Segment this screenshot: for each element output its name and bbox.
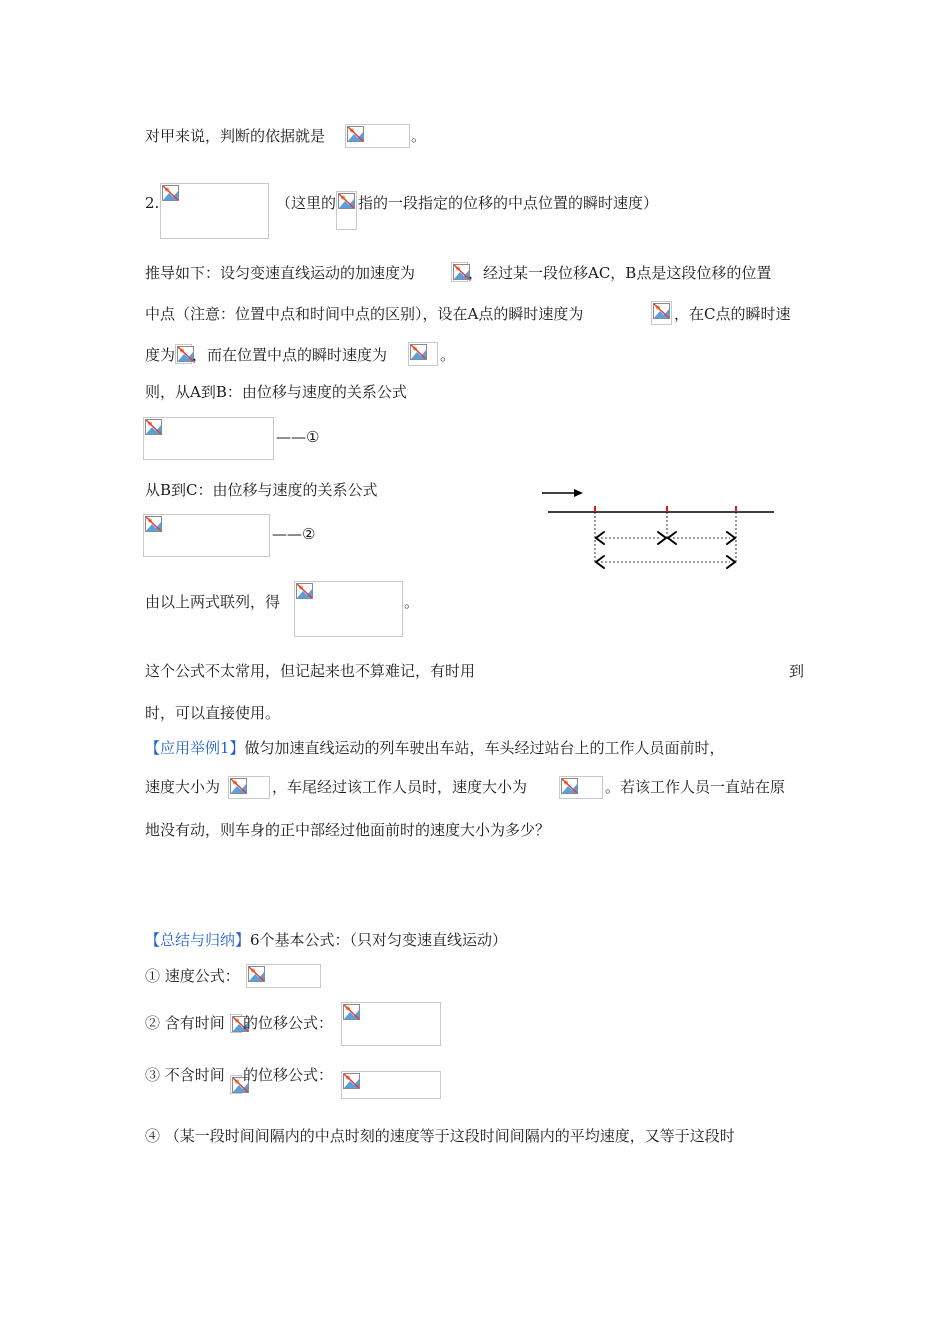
formula-image (336, 191, 357, 230)
line-text: 。 (404, 593, 420, 611)
line-text: ，而在位置中点的瞬时速度为 (192, 346, 388, 364)
example-line-2 (145, 776, 220, 798)
text-line-6 (145, 381, 407, 403)
broken-image-icon (410, 344, 427, 360)
line-text: ③ 不含时间 (145, 1066, 225, 1084)
formula-line-2 (145, 1012, 225, 1034)
equation-label-2 (272, 523, 315, 545)
line-text: ④ （某一段时间间隔内的中点时刻的速度等于这段时间间隔内的平均速度，又等于这段时 (145, 1127, 735, 1145)
text-line-9-end (789, 660, 804, 682)
text-line-10 (145, 702, 280, 724)
example-line-2-mid (272, 776, 527, 798)
broken-image-icon (248, 966, 265, 982)
broken-image-icon (145, 419, 162, 435)
position-diagram (538, 484, 778, 576)
equation-label-1 (276, 426, 319, 448)
formula-image (451, 262, 468, 282)
formula-line-1 (145, 965, 240, 987)
text-line-5-mid (192, 344, 387, 366)
example-tag: 【应用举例1】 (145, 739, 245, 757)
text-line-7 (145, 479, 378, 501)
line-text: （这里的 (276, 194, 337, 212)
formula-image (294, 581, 403, 637)
broken-image-icon (343, 1004, 360, 1020)
text-line-2-num (145, 192, 159, 214)
line-text: 这个公式不太常用，但记起来也不算难记，有时用 (145, 662, 476, 680)
list-number: 2. (145, 194, 160, 212)
formula-image (143, 417, 274, 460)
text-line-2-note (276, 192, 336, 214)
line-text: ——② (272, 525, 316, 543)
line-text: ① 速度公式： (145, 967, 240, 985)
broken-image-icon (296, 583, 313, 599)
line-text: ——① (276, 428, 320, 446)
line-text: 。 (440, 346, 456, 364)
text-line-4-end (674, 303, 790, 325)
line-text: 推导如下：设匀变速直线运动的加速度为 (145, 264, 416, 282)
line-text: 对甲来说，判断的依据就是 (145, 127, 326, 145)
formula-image (175, 344, 192, 364)
text-line-5-end (440, 344, 455, 366)
broken-image-icon (162, 185, 179, 201)
example-line-1 (145, 737, 725, 759)
line-text: 时，可以直接使用。 (145, 704, 281, 722)
line-text: 6个基本公式：（只对匀变速直线运动） (250, 931, 508, 949)
formula-image (160, 183, 269, 239)
formula-line-2-end (243, 1012, 333, 1034)
line-text: 地没有动，则车身的正中部经过他面前时的速度大小为多少？ (145, 821, 551, 839)
formula-line-3 (145, 1064, 225, 1086)
line-text: 中点（注意：位置中点和时间中点的区别），设在A点的瞬时速度为 (145, 305, 584, 323)
formula-line-3-end (243, 1064, 333, 1086)
broken-image-icon (230, 778, 247, 794)
line-text: 做匀加速直线运动的列车驶出车站，车头经过站台上的工作人员面前时， (244, 739, 725, 757)
line-text: 速度大小为 (145, 778, 221, 796)
text-line-2-note-end (358, 192, 658, 214)
line-text: 度为 (145, 346, 176, 364)
formula-image (651, 301, 672, 325)
text-line-8 (145, 591, 280, 613)
text-line-8-end (404, 591, 419, 613)
example-line-2-end (605, 776, 785, 798)
summary-heading (145, 929, 507, 951)
formula-image (228, 776, 270, 799)
arrow-right-icon (542, 489, 583, 497)
formula-image (143, 514, 270, 557)
formula-image (246, 964, 321, 988)
example-line-3 (145, 819, 550, 841)
line-text: 。若该工作人员一直站在原 (605, 778, 786, 796)
formula-image (230, 1075, 242, 1094)
text-line-9 (145, 660, 475, 682)
broken-image-icon (338, 193, 355, 209)
line-text: 的位移公式： (243, 1014, 334, 1032)
broken-image-icon (347, 126, 364, 142)
formula-image (345, 124, 410, 148)
text-line-1 (145, 125, 325, 147)
line-text: 从B到C：由位移与速度的关系公式 (145, 481, 378, 499)
broken-image-icon (145, 516, 162, 532)
line-text: ，经过某一段位移AC，B点是这段位移的位置 (468, 264, 772, 282)
formula-image (341, 1071, 441, 1099)
formula-line-4 (145, 1125, 735, 1147)
text-line-3-end (468, 262, 771, 284)
broken-image-icon (561, 778, 578, 794)
broken-image-icon (343, 1073, 360, 1089)
formula-image (230, 1014, 242, 1033)
text-line-4 (145, 303, 583, 325)
line-text: 到 (789, 662, 805, 680)
formula-image (341, 1002, 441, 1046)
formula-image (408, 342, 438, 366)
line-text: ，在C点的瞬时速 (674, 305, 791, 323)
broken-image-icon (653, 303, 670, 319)
formula-image (559, 776, 603, 799)
line-text: ② 含有时间 (145, 1014, 225, 1032)
summary-tag: 【总结与归纳】 (145, 931, 251, 949)
line-text: 由以上两式联列，得 (145, 593, 281, 611)
line-text: 。 (411, 127, 427, 145)
line-text: 指的一段指定的位移的中点位置的瞬时速度） (358, 194, 659, 212)
line-text: 则，从A到B：由位移与速度的关系公式 (145, 383, 407, 401)
line-text: ，车尾经过该工作人员时，速度大小为 (272, 778, 528, 796)
text-line-3 (145, 262, 415, 284)
text-line-1-end (411, 125, 426, 147)
text-line-5 (145, 344, 175, 366)
line-text: 的位移公式： (243, 1066, 334, 1084)
